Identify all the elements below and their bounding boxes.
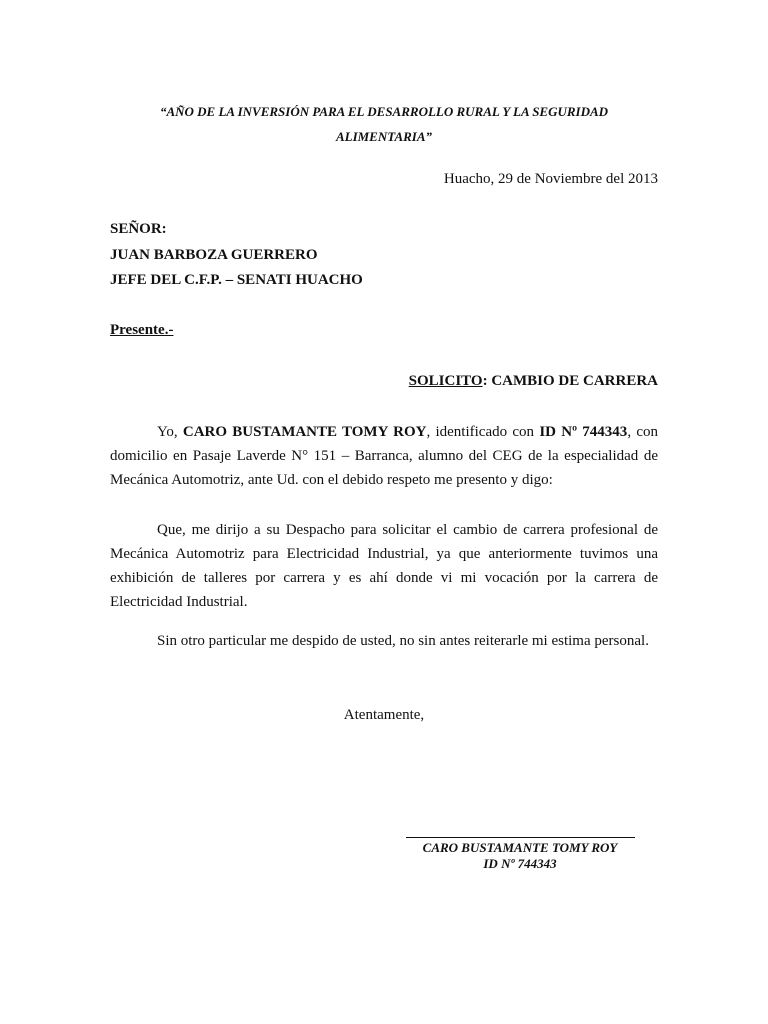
- date-line: Huacho, 29 de Noviembre del 2013: [443, 171, 658, 187]
- student-id: ID Nº 744343: [539, 424, 628, 440]
- addressee-position: JEFE DEL C.F.P. – SENATI HUACHO: [110, 272, 363, 288]
- addressee-salutation: SEÑOR:: [110, 221, 167, 237]
- paragraph-intro-text-2: , identificado con: [426, 424, 540, 440]
- subject-value: : CAMBIO DE CARRERA: [482, 373, 658, 389]
- paragraph-farewell: Sin otro particular me despido de usted, no sin antes reiterarle mi estima personal.: [157, 633, 649, 649]
- paragraph-intro-text-3: , con domicilio en Pasaje Laverde N° 151 – Barranca, alumno del CEG de la especialidad de Mecánica Automotriz, ante Ud. con el debido respeto me presento y digo:: [110, 424, 658, 488]
- student-name: CARO BUSTAMANTE TOMY ROY: [182, 424, 427, 440]
- signature-id: ID Nº 744343: [483, 856, 557, 871]
- paragraph-request: Que, me dirijo a su Despacho para solicitar el cambio de carrera profesional de Mecánica Automotriz para Electricidad Industrial, ya que anteriormente tuvimos una exhibición de talleres por carrera y es ahí donde vi mi vocación por la carrera de Electricidad Industrial.: [110, 522, 658, 610]
- subject-line: [409, 373, 658, 390]
- header-motto: [110, 99, 658, 149]
- presente-label: Presente.-: [110, 322, 174, 338]
- signature-line: [406, 837, 635, 838]
- header-motto-line1: “AÑO DE LA INVERSIÓN PARA EL DESARROLLO RURAL Y LA SEGURIDAD: [159, 104, 609, 119]
- addressee-name: JUAN BARBOZA GUERRERO: [110, 247, 318, 263]
- paragraph-intro-text-1: Yo,: [157, 424, 183, 440]
- subject-label: SOLICITO: [408, 373, 483, 389]
- paragraph-intro: [110, 420, 658, 492]
- signature-name: CARO BUSTAMANTE TOMY ROY: [422, 840, 618, 855]
- header-motto-line2: ALIMENTARIA”: [335, 129, 433, 144]
- closing-text: Atentamente,: [343, 707, 425, 723]
